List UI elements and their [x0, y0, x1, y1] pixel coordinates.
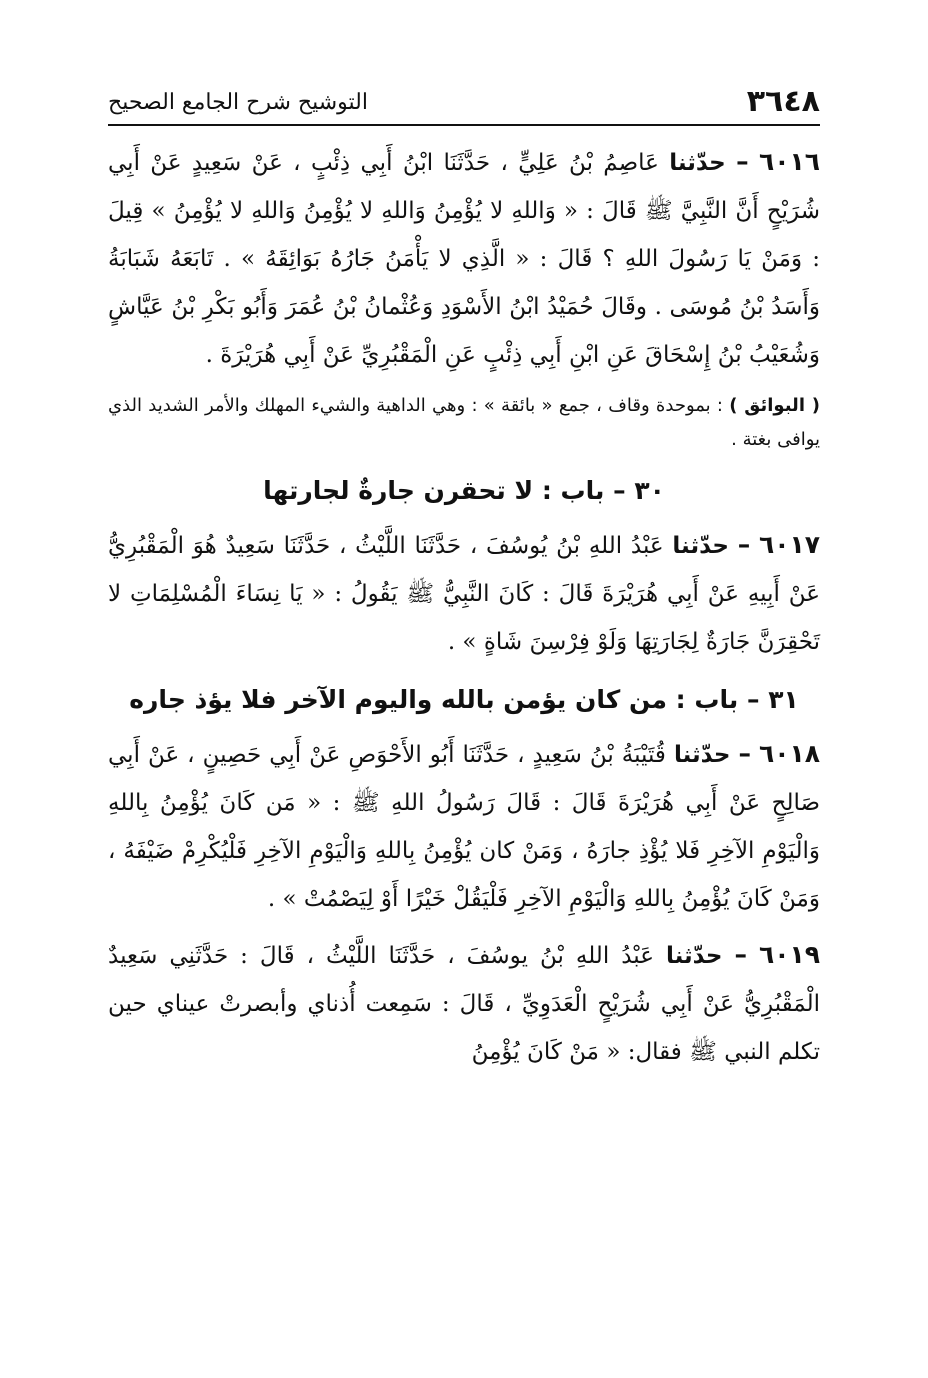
hadith-text: قُتَيْبَةُ بْنُ سَعِيدٍ ، حَدَّثَنَا أَبُو الأَحْوَصِ عَنْ أَبِي حَصِينٍ ، عَنْ أَبِي صَالِحٍ عَنْ أَبِي هُرَيْرَةَ قَالَ : قَالَ رَسُولُ اللهِ ﷺ : « مَن كَانَ يُؤْمِنُ بِاللهِ وَالْيَوْمِ الآخِرِ فَلا يُؤْذِ جارَهُ ، وَمَنْ كان يُؤْمِنُ بِاللهِ وَالْيَوْمِ الآخِرِ فَلْيُكْرِمْ ضَيْفَهُ ، وَمَنْ كَانَ يُؤْمِنُ بِاللهِ وَالْيَوْمِ الآخِرِ فَلْيَقُلْ خَيْرًا أَوْ لِيَصْمُتْ » . [108, 742, 820, 912]
hadith-number: ٦٠١٩ [758, 940, 821, 969]
hadith-lead: حدّثنا [672, 533, 729, 559]
hadith-lead: حدّثنا [669, 150, 726, 176]
hadith-number: ٦٠١٧ [758, 530, 821, 559]
hadith-dash: – [734, 940, 747, 969]
hadith-6018 [108, 730, 820, 923]
running-title: التوشيح شرح الجامع الصحيح [108, 90, 368, 115]
chapter-heading-31: ٣١ – باب : من كان يؤمن بالله واليوم الآخر فلا يؤذ جاره [129, 685, 799, 714]
hadith-6017 [108, 521, 820, 666]
hadith-6019 [108, 931, 820, 1076]
note-text: : بموحدة وقاف ، جمع « بائقة » : وهي الداهية والشيء المهلك والأمر الشديد الذي يوافى بغتة . [108, 395, 820, 450]
hadith-6016 [108, 138, 820, 379]
hadith-text: عَبْدُ اللهِ بْنُ يُوسُفَ ، حَدَّثَنَا اللَّيْثُ ، حَدَّثَنَا سَعِيدٌ هُوَ الْمَقْبُرِيُّ عَنْ أَبِيهِ عَنْ أَبِي هُرَيْرَةَ قَالَ : كَانَ النَّبِيُّ ﷺ يَقُولُ : « يَا نِسَاءَ الْمُسْلِمَاتِ لا تَحْقِرَنَّ جَارَةٌ لِجَارَتِهَا وَلَوْ فِرْسِنَ شَاةٍ » . [108, 533, 820, 655]
spacer [108, 923, 820, 931]
hadith-dash: – [738, 739, 751, 768]
page-body [108, 138, 820, 1076]
page-header [108, 84, 820, 126]
page-number: ٣٦٤٨ [746, 84, 820, 119]
hadith-number: ٦٠١٦ [758, 147, 820, 176]
hadith-dash: – [737, 530, 751, 559]
hadith-text: عَبْدُ اللهِ بْنُ يوسُفَ ، حَدَّثَنَا اللَّيْثُ ، قَالَ : حَدَّثَنِي سَعِيدٌ الْمَقْبُرِيُّ عَنْ أَبِي شُرَيْحٍ الْعَدَوِيِّ ، قَالَ : سَمِعت أُذناي وأبصرتْ عيناي حين تكلم النبي ﷺ فقال: « مَنْ كَانَ يُؤْمِنُ [108, 943, 820, 1065]
hadith-lead: حدّثنا [673, 742, 731, 768]
note-term: ( البوائق ) [729, 395, 821, 416]
hadith-text: عَاصِمُ بْنُ عَلِيٍّ ، حَدَّثَنَا ابْنُ أَبِي ذِئْبٍ ، عَنْ سَعِيدٍ عَنْ أَبِي شُرَيْحٍ أَنَّ النَّبِيَّ ﷺ قَالَ : « وَاللهِ لا يُؤْمِنُ وَاللهِ لا يُؤْمِنُ وَاللهِ لا يُؤْمِنُ » قِيلَ : وَمَنْ يَا رَسُولَ اللهِ ؟ قَالَ : « الَّذِي لا يَأْمَنُ جَارُهُ بَوَائِقَهُ » . تَابَعَهُ شَبَابَةُ وَأَسَدُ بْنُ مُوسَى . وقَالَ حُمَيْدُ ابْنُ الأَسْوَدِ وَعُثْمانُ بْنُ عُمَرَ وَأَبُو بَكْرِ بْنُ عَيَّاشٍ وَشُعَيْبُ بْنُ إِسْحَاقَ عَنِ ابْنِ أَبِي ذِئْبٍ عَنِ الْمَقْبُرِيِّ عَنْ أَبِي هُرَيْرَةَ . [108, 150, 820, 368]
hadith-number: ٦٠١٨ [758, 739, 821, 768]
chapter-heading-30: ٣٠ – باب : لا تحقرن جارةٌ لجارتها [263, 476, 665, 505]
hadith-dash: – [736, 147, 749, 176]
commentary-note [108, 389, 820, 457]
hadith-lead: حدّثنا [665, 943, 723, 969]
